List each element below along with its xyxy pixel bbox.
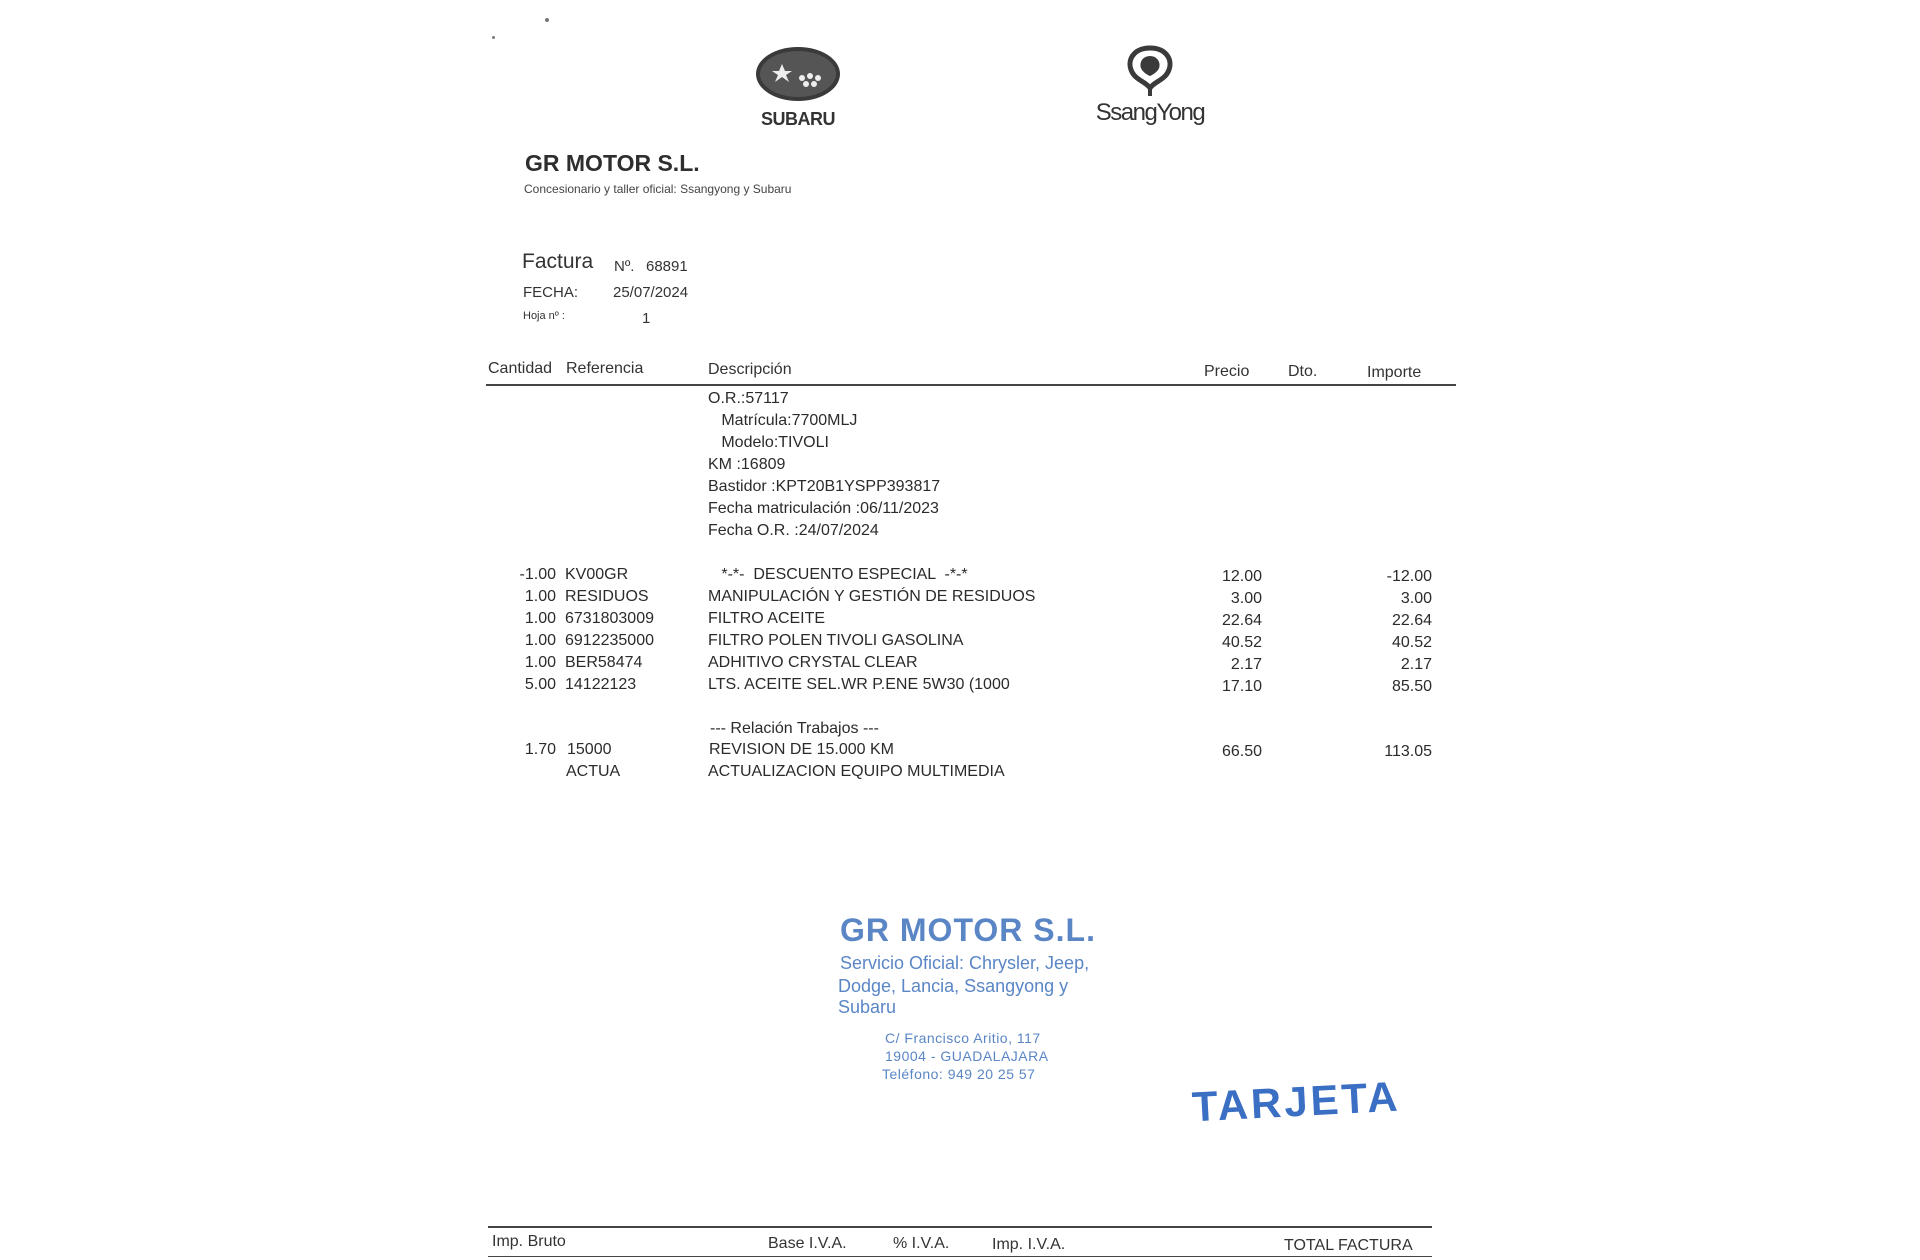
col-header-dto: Dto. [1288, 363, 1318, 380]
stamp-line: Dodge, Lancia, Ssangyong y Subaru [838, 976, 1069, 1017]
trabajos-heading: --- Relación Trabajos --- [710, 720, 879, 737]
payment-stamp: TARJETA [1190, 1072, 1402, 1131]
stamp-line: Servicio Oficial: Chrysler, Jeep, [840, 953, 1090, 973]
vehicle-info-line: Modelo:TIVOLI [708, 434, 829, 451]
item-precio: 12.00 [1221, 568, 1262, 585]
vehicle-info-line: Fecha matriculación :06/11/2023 [708, 500, 939, 517]
stamp-address: C/ Francisco Aritio, 117 [885, 1030, 1041, 1046]
vehicle-info-line: O.R.:57117 [708, 390, 789, 407]
footer-base-iva: Base I.V.A. [768, 1235, 847, 1252]
item-cantidad: 1.00 [524, 588, 556, 605]
ssangyong-logo [1090, 42, 1210, 128]
invoice-date: 25/07/2024 [613, 284, 689, 301]
item-cantidad: 1.00 [524, 632, 556, 649]
footer-total: TOTAL FACTURA [1284, 1237, 1413, 1254]
trabajo-descripcion: REVISION DE 15.000 KM [709, 741, 894, 758]
scan-speck [492, 36, 495, 39]
item-cantidad: 1.00 [524, 610, 556, 627]
item-referencia: RESIDUOS [565, 588, 649, 605]
item-descripcion: *-*- DESCUENTO ESPECIAL -*-* [708, 566, 968, 583]
company-stamp [830, 912, 1130, 1082]
company-tagline: Concesionario y taller oficial: Ssangyong y Subaru [524, 182, 792, 196]
item-referencia: 6912235000 [565, 632, 654, 649]
invoice-label: Factura [522, 250, 594, 273]
item-precio: 2.17 [1230, 656, 1262, 673]
col-header-cantidad: Cantidad [488, 360, 553, 377]
invoice-number: 68891 [646, 258, 688, 275]
stamp-address: 19004 - GUADALAJARA [885, 1048, 1049, 1064]
vehicle-info-line: Bastidor :KPT20B1YSPP393817 [708, 478, 941, 495]
col-header-referencia: Referencia [566, 360, 644, 377]
invoice-date-label: FECHA: [523, 284, 579, 301]
item-referencia: KV00GR [565, 566, 629, 583]
vehicle-info-line: Matrícula:7700MLJ [708, 412, 858, 429]
trabajo-importe: 113.05 [1384, 743, 1432, 760]
footer-imp-bruto: Imp. Bruto [492, 1233, 566, 1250]
item-importe: 2.17 [1400, 656, 1432, 673]
item-precio: 22.64 [1221, 612, 1262, 629]
invoice-number-label: Nº. [614, 258, 635, 275]
item-cantidad: 5.00 [524, 676, 556, 693]
vehicle-info-line: KM :16809 [708, 456, 786, 473]
stamp-title: GR MOTOR S.L. [840, 912, 1096, 948]
trabajo-cantidad: 1.70 [524, 741, 556, 758]
ssangyong-emblem-icon [1090, 42, 1210, 98]
sheet-number: 1 [642, 310, 651, 327]
footer-pct-iva: % I.V.A. [893, 1235, 950, 1252]
item-importe: 85.50 [1391, 678, 1432, 695]
item-descripcion: ADHITIVO CRYSTAL CLEAR [708, 654, 918, 671]
subaru-logo-text: SUBARU [760, 109, 835, 129]
item-referencia: 14122123 [565, 676, 637, 693]
scan-speck [545, 18, 549, 22]
footer-imp-iva: Imp. I.V.A. [992, 1236, 1066, 1253]
item-importe: 3.00 [1400, 590, 1432, 607]
trabajo-precio: 66.50 [1221, 743, 1262, 760]
item-cantidad: 1.00 [524, 654, 556, 671]
company-name: GR MOTOR S.L. [525, 150, 700, 176]
footer-bottom-rule [488, 1256, 1432, 1257]
trabajo-referencia: 15000 [567, 741, 612, 758]
subaru-emblem-icon [752, 44, 844, 106]
header-divider [486, 384, 1456, 386]
item-importe: 40.52 [1391, 634, 1432, 651]
item-descripcion: FILTRO POLEN TIVOLI GASOLINA [708, 632, 964, 649]
footer-top-rule [488, 1226, 1432, 1228]
item-precio: 17.10 [1221, 678, 1262, 695]
trabajo-referencia: ACTUA [566, 763, 621, 780]
trabajo-descripcion: ACTUALIZACION EQUIPO MULTIMEDIA [708, 763, 1005, 780]
item-precio: 40.52 [1221, 634, 1262, 651]
vehicle-info-line: Fecha O.R. :24/07/2024 [708, 522, 879, 539]
subaru-logo [752, 44, 844, 129]
item-referencia: BER58474 [565, 654, 643, 671]
item-descripcion: FILTRO ACEITE [708, 610, 826, 627]
col-header-precio: Precio [1204, 363, 1250, 380]
col-header-importe: Importe [1367, 364, 1422, 381]
item-descripcion: MANIPULACIÓN Y GESTIÓN DE RESIDUOS [708, 588, 1036, 605]
ssangyong-logo-text: SsangYong [1095, 99, 1205, 126]
item-referencia: 6731803009 [565, 610, 654, 627]
item-importe: -12.00 [1386, 568, 1432, 585]
item-importe: 22.64 [1391, 612, 1432, 629]
item-precio: 3.00 [1230, 590, 1262, 607]
sheet-label: Hoja nº : [523, 310, 565, 322]
stamp-phone: Teléfono: 949 20 25 57 [882, 1066, 1036, 1082]
item-cantidad: -1.00 [519, 566, 556, 583]
col-header-descripcion: Descripción [708, 361, 792, 378]
item-descripcion: LTS. ACEITE SEL.WR P.ENE 5W30 (1000 [708, 676, 1010, 693]
